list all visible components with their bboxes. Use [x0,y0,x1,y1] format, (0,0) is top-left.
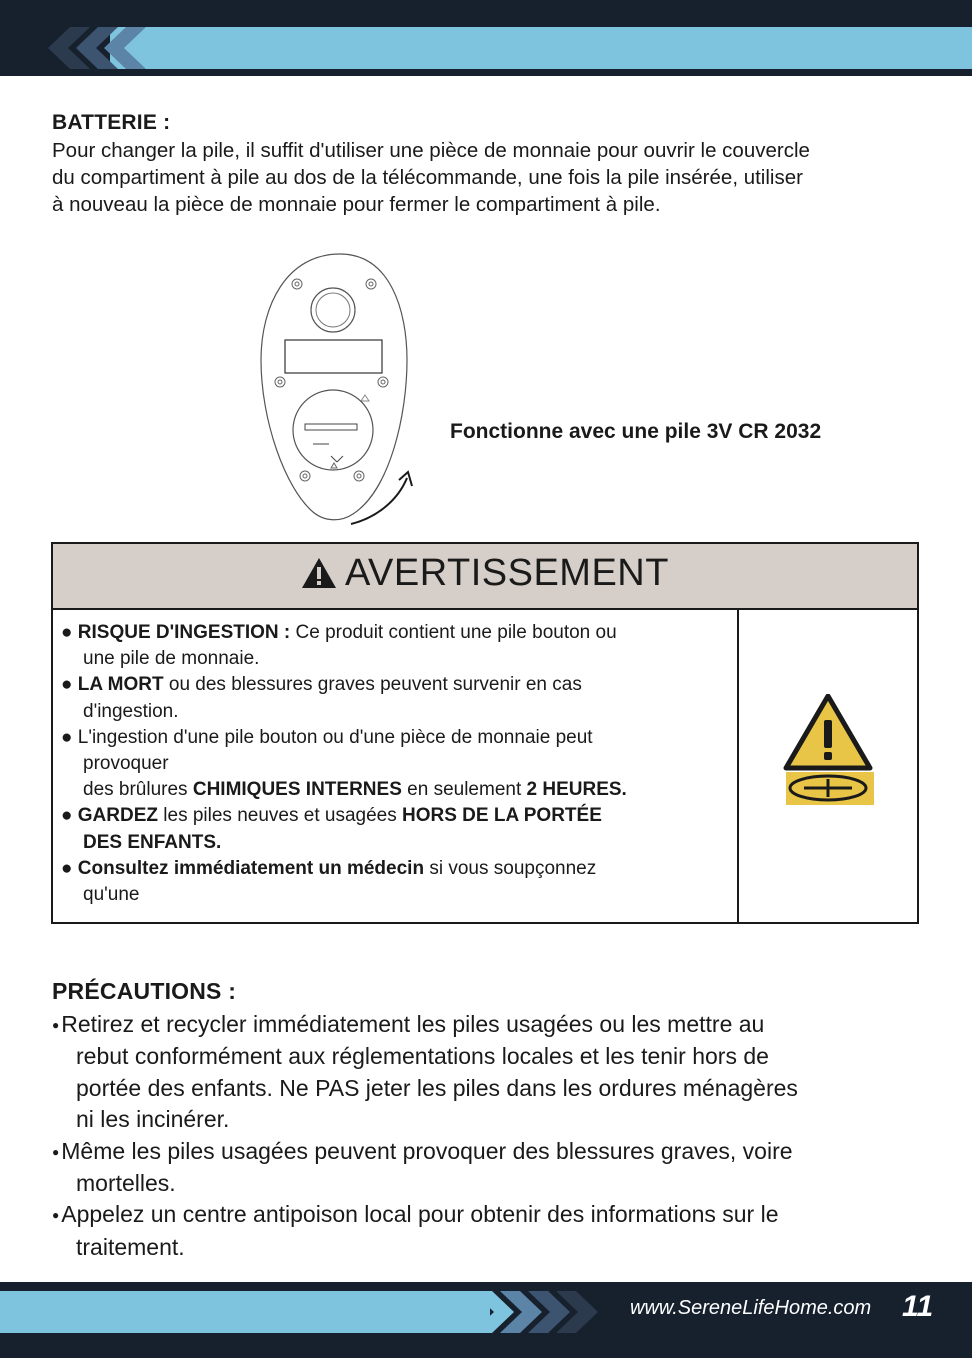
list-item: ●Appelez un centre antipoison local pour obtenir des informations sur le [52,1201,779,1228]
chevrons-left-icon [48,27,188,69]
page-header-bar [0,0,972,76]
list-item: ● L'ingestion d'une pile bouton ou d'une pièce de monnaie peut [61,726,593,748]
warning-column-divider [737,608,739,922]
header-accent-band [110,27,972,69]
list-item-continuation: portée des enfants. Ne PAS jeter les piles dans les ordures ménagères [76,1074,798,1101]
list-item: ● LA MORT ou des blessures graves peuvent survenir en cas [61,674,582,696]
precautions-title: PRÉCAUTIONS : [52,978,237,1004]
list-item-continuation: rebut conformément aux réglementations locales et les tenir hors de [76,1043,769,1070]
battery-line: à nouveau la pièce de monnaie pour fermer le compartiment à pile. [52,193,661,216]
coin-battery-hazard-icon [782,694,874,806]
list-item: ● Consultez immédiatement un médecin si vous soupçonnez [61,857,597,879]
list-item: ● RISQUE D'INGESTION : Ce produit contient une pile bouton ou [61,622,617,643]
warning-list [61,620,736,908]
page-number: 11 [902,1290,934,1323]
list-item-continuation: provoquer [83,753,169,775]
battery-type-caption: Fonctionne avec une pile 3V CR 2032 [450,420,822,443]
battery-instructions [52,137,932,218]
list-item-continuation: ni les incinérer. [76,1106,230,1133]
list-item-continuation: une pile de monnaie. [83,648,260,670]
list-item-continuation: DES ENFANTS. [83,831,222,853]
list-item: ●Retirez et recycler immédiatement les piles usagées ou les mettre au [52,1011,765,1037]
battery-line: du compartiment à pile au dos de la télécommande, une fois la pile insérée, utiliser [52,166,803,189]
page-footer-bar [0,1282,972,1358]
remote-back-illustration [255,250,425,530]
list-item-continuation: traitement. [76,1233,185,1260]
warning-header [53,544,917,610]
list-item: ●Même les piles usagées peuvent provoquer des blessures graves, voire [52,1137,793,1164]
battery-title: BATTERIE : [52,111,171,134]
chevrons-right-icon [472,1291,602,1333]
warning-title: AVERTISSEMENT [53,552,917,595]
list-item-continuation: mortelles. [76,1170,176,1197]
list-item-continuation: qu'une [83,884,140,906]
warning-triangle-icon [301,557,337,589]
warning-box [51,542,919,924]
list-item-continuation: des brûlures CHIMIQUES INTERNES en seulement 2 HEURES. [83,779,627,801]
list-item: ● GARDEZ les piles neuves et usagées HORS DE LA PORTÉE [61,805,602,827]
list-item-continuation: d'ingestion. [83,700,179,722]
battery-line: Pour changer la pile, il suffit d'utiliser une pièce de monnaie pour ouvrir le couvercle [52,139,810,162]
website-url: www.SereneLifeHome.com [630,1297,872,1319]
precautions-list [52,1009,932,1263]
footer-accent-band [0,1291,490,1333]
